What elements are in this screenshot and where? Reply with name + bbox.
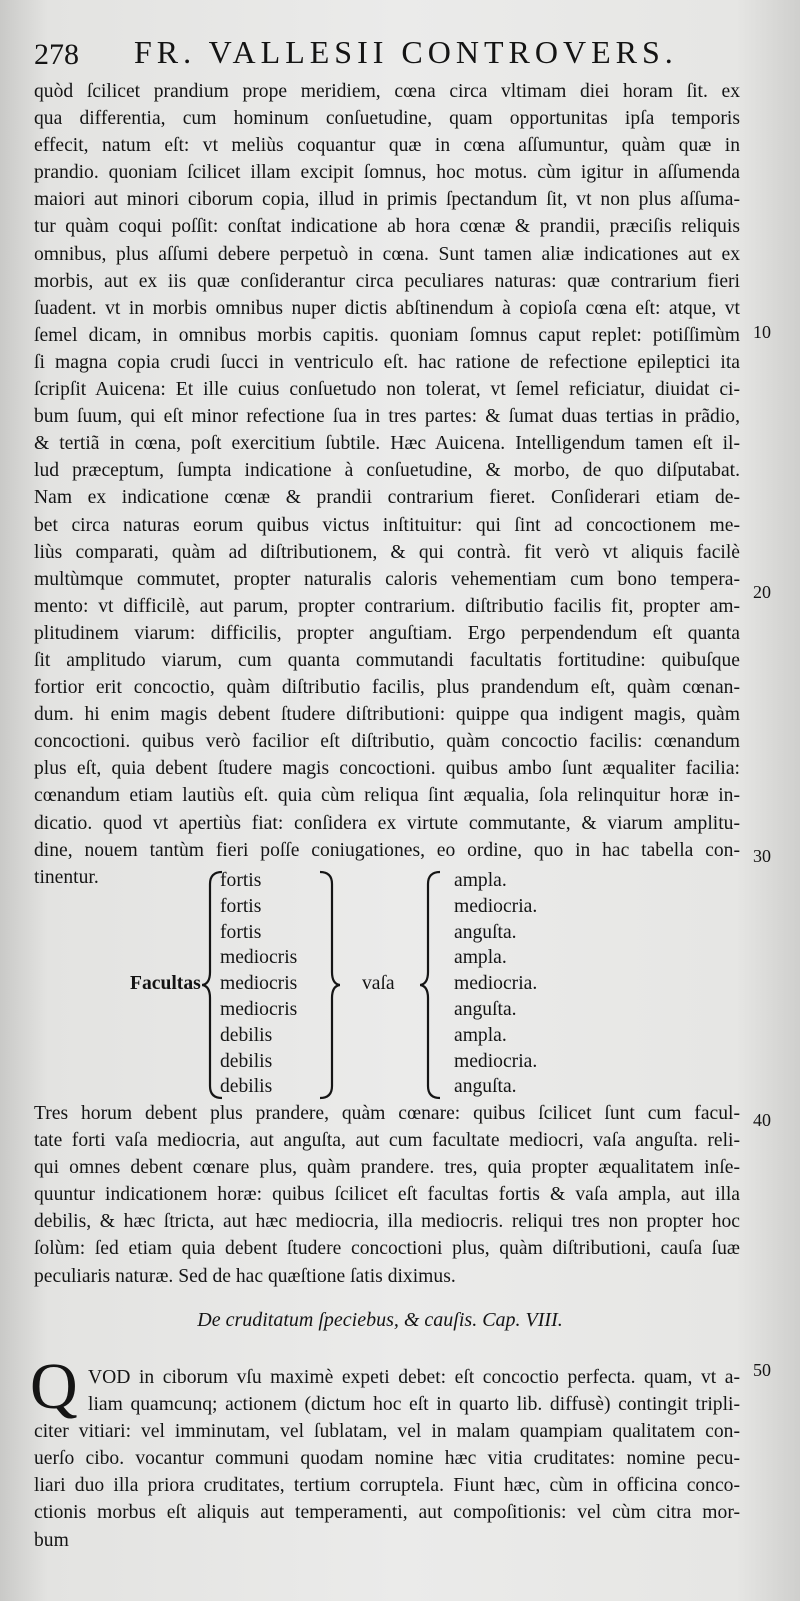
facultas-cell: debilis <box>220 1024 273 1046</box>
text-line: tur quàm coqui poſſit: conſtat indicatione ab hora cœnæ & prandii, præciſis reliquis <box>34 216 740 238</box>
vasa-cell: anguſta. <box>454 921 517 943</box>
text-line: quòd ſcilicet prandium prope meridiem, cœna circa vltimam diei horam ſit. ex <box>34 81 740 102</box>
vasa-cell: mediocria. <box>454 1050 538 1072</box>
page-header <box>34 34 740 74</box>
vasa-cell: ampla. <box>454 870 507 891</box>
text-line: ſolùm: ſed etiam quia debent ſtudere concoctioni plus, quàm diſtributioni, cauſa ſuæ <box>34 1238 740 1260</box>
margin-line-numbers <box>753 0 793 1601</box>
left-brace-vasa <box>420 868 442 1102</box>
text-line: tinentur. <box>34 866 99 888</box>
vasa-cell: anguſta. <box>454 998 517 1020</box>
text-line: morbis, aut ex iis quæ conſiderantur circa peculiares naturas: quæ contrarium fieri <box>34 270 740 292</box>
text-line: quuntur indicationem horæ: quibus ſcilicet eſt facultas fortis & vaſa ampla, aut illa <box>34 1184 740 1206</box>
facultas-cell: debilis <box>220 1076 273 1098</box>
vasa-cell: ampla. <box>454 1024 507 1046</box>
text-line: ſemel dicam, in omnibus morbis capitis. quoniam ſomnus caput replet: potiſſimùm <box>34 324 740 346</box>
text-line: dicatio. quod vt apertiùs fiat: conſidera ex virtute commutante, & viarum amplitu- <box>34 812 740 834</box>
text-line: uerſo cibo. vocantur communi quodam nomine hæc vitia cruditates: nomine pecu- <box>34 1448 740 1470</box>
chapter-title: De cruditatum ſpeciebus, & cauſis. Cap. VIII. <box>197 1309 563 1331</box>
margin-number: 40 <box>753 1110 771 1130</box>
drop-cap: Q <box>30 1350 78 1423</box>
text-line: liari duo illa priora cruditates, tertium corruptela. Fiunt hæc, cùm in officina conco- <box>34 1475 740 1497</box>
right-brace-facultas <box>318 868 340 1102</box>
paragraph-3 <box>34 1364 740 1554</box>
facultas-cell: fortis <box>220 921 262 943</box>
text-line: maiori aut minori ciborum copia, illud in primis ſpectandum ſit, vt non plus aſſuma- <box>34 189 740 211</box>
text-line: prandio. quoniam ſcilicet illam excipit ſomnus, hoc motus. cùm igitur in aſſumenda <box>34 162 740 184</box>
text-line: effecit, natum eſt: vt meliùs coquantur quæ in cœna aſſumuntur, quàm quæ in <box>34 135 740 157</box>
text-line: multùmque commutet, propter naturalis caloris vehementiam cum bono tempera- <box>34 568 740 590</box>
text-line: ſit amplitudo viarum, cum quanta commutandi facultatis fortitudine: quibuſque <box>34 649 740 671</box>
vasa-cell: mediocria. <box>454 895 538 917</box>
paragraph-2 <box>34 1100 740 1290</box>
text-line: & tertiã in cœna, poſt exercitium ſubtile. Hæc Auicena. Intelligendum tamen eſt il- <box>34 433 740 455</box>
facultas-column <box>220 868 297 1100</box>
text-line: Tres horum debent plus prandere, quàm cœnare: quibus ſcilicet ſunt cum facul- <box>34 1103 740 1124</box>
text-line: ſuadent. vt in morbis omnibus nuper dictis abſtinendum à copioſa cœna eſt: atque, vt <box>34 297 740 319</box>
page-number: 278 <box>34 38 79 71</box>
margin-number: 10 <box>753 322 771 342</box>
vasa-cell: anguſta. <box>454 1076 517 1098</box>
text-line: peculiaris naturæ. Sed de hac quæſtione ſatis diximus. <box>34 1265 456 1287</box>
text-line: concoctioni. quibus verò facilior eſt diſtributio, quàm concoctio facilis: cœnandum <box>34 731 740 753</box>
facultas-cell: mediocris <box>220 973 298 995</box>
text-line: tate forti vaſa mediocria, aut anguſta, aut cum facultate mediocri, vaſa anguſta. reli- <box>34 1130 740 1152</box>
vasa-column <box>454 868 537 1100</box>
text-line: bum <box>34 1529 69 1551</box>
margin-number: 20 <box>753 582 771 602</box>
vasa-label: vaſa <box>362 973 395 994</box>
text-line: fortior erit concoctio, quàm diſtributio facilis, plus prandendum eſt, quàm cœnan- <box>34 677 740 699</box>
running-head: FR. VALLESII CONTROVERS. <box>134 34 678 70</box>
text-line: dine, nouem tantùm fieri poſſe coniugationes, eo ordine, quo in hac tabella con- <box>34 839 740 861</box>
text-line: bet circa naturas eorum quibus victus inſtituitur: qui ſint ad concoctionem me- <box>34 514 740 536</box>
margin-number: 50 <box>753 1360 771 1380</box>
facultas-cell: fortis <box>220 895 262 917</box>
text-line: bum ſuum, qui eſt minor refectione ſua in tres partes: & ſumat duas tertias in prãdio, <box>34 406 740 428</box>
text-line: VOD in ciborum vſu maximè expeti debet: eſt concoctio perfecta. quam, vt a- <box>88 1367 740 1388</box>
text-line: mento: vt difficilè, aut parum, propter contrarium. diſtributio facilis fit, propter am- <box>34 595 740 617</box>
vasa-cell: ampla. <box>454 947 507 969</box>
facultas-cell: mediocris <box>220 947 298 969</box>
vasa-cell: mediocria. <box>454 973 538 995</box>
text-line: liùs comparati, quàm ad diſtributionem, & qui contrà. fit verò vt aliquis facilè <box>34 541 740 563</box>
text-line: debilis, & hæc ſtricta, aut hæc mediocria, illa mediocris. reliqui tres non propter hoc <box>34 1211 740 1233</box>
text-line: Nam ex indicatione cœnæ & prandii contrarium fieret. Conſiderari etiam de- <box>34 487 740 509</box>
facultas-cell: debilis <box>220 1050 273 1072</box>
text-line: plitudinem viarum: difficilis, propter anguſtiam. Ergo perpendendum eſt quanta <box>34 622 740 644</box>
text-line: liam quamcunq; actionem (dictum hoc eſt in quarto lib. diffusè) contingit tripli- <box>88 1394 740 1416</box>
facultas-label: Facultas <box>130 973 201 994</box>
facultas-cell: mediocris <box>220 998 298 1020</box>
margin-number: 30 <box>753 846 771 866</box>
text-line: ſi magna copia crudi ſucci in ventriculo eſt. hac ratione de refectione epileptici ita <box>34 351 740 373</box>
text-line: plus eſt, quia debent ſtudere magis concoctioni. quibus ambo ſunt æqualiter facilia: <box>34 758 740 780</box>
text-line: citer vitiari: vel imminutam, vel ſublatam, vel in malam quampiam qualitatem con- <box>34 1421 740 1443</box>
text-line: cœnandum etiam lautiùs eſt. quia cùm reliqua ſint æqualia, ſola relinquitur horæ in- <box>34 785 740 807</box>
coniugationes-table <box>130 868 650 1102</box>
facultas-cell: fortis <box>220 870 262 891</box>
text-line: qui omnes debent cœnare plus, quàm prandere. tres, quia propter æqualitatem inſe- <box>34 1157 740 1179</box>
text-line: dum. hi enim magis debent ſtudere diſtributioni: quippe qua indigent magis, quàm <box>34 704 740 726</box>
text-line: ctionis morbus eſt aliquis aut temperamenti, aut compoſitionis: vel cùm citra mor- <box>34 1502 740 1524</box>
text-line: omnibus, plus aſſumi debere perpetuò in cœna. Sunt tamen aliæ indicationes aut ex <box>34 243 740 265</box>
text-line: ſcripſit Auicena: Et ille cuius conſuetudo non tolerat, vt ſemel reficiatur, diuidat ci- <box>34 379 740 401</box>
paragraph-1 <box>34 78 740 891</box>
text-line: qua differentia, cum hominum conſuetudine, quam opportunitas ipſa temporis <box>34 108 740 130</box>
text-line: lud præceptum, ſumpta indicatione à conſuetudine, & morbo, de quo diſputabat. <box>34 460 740 482</box>
